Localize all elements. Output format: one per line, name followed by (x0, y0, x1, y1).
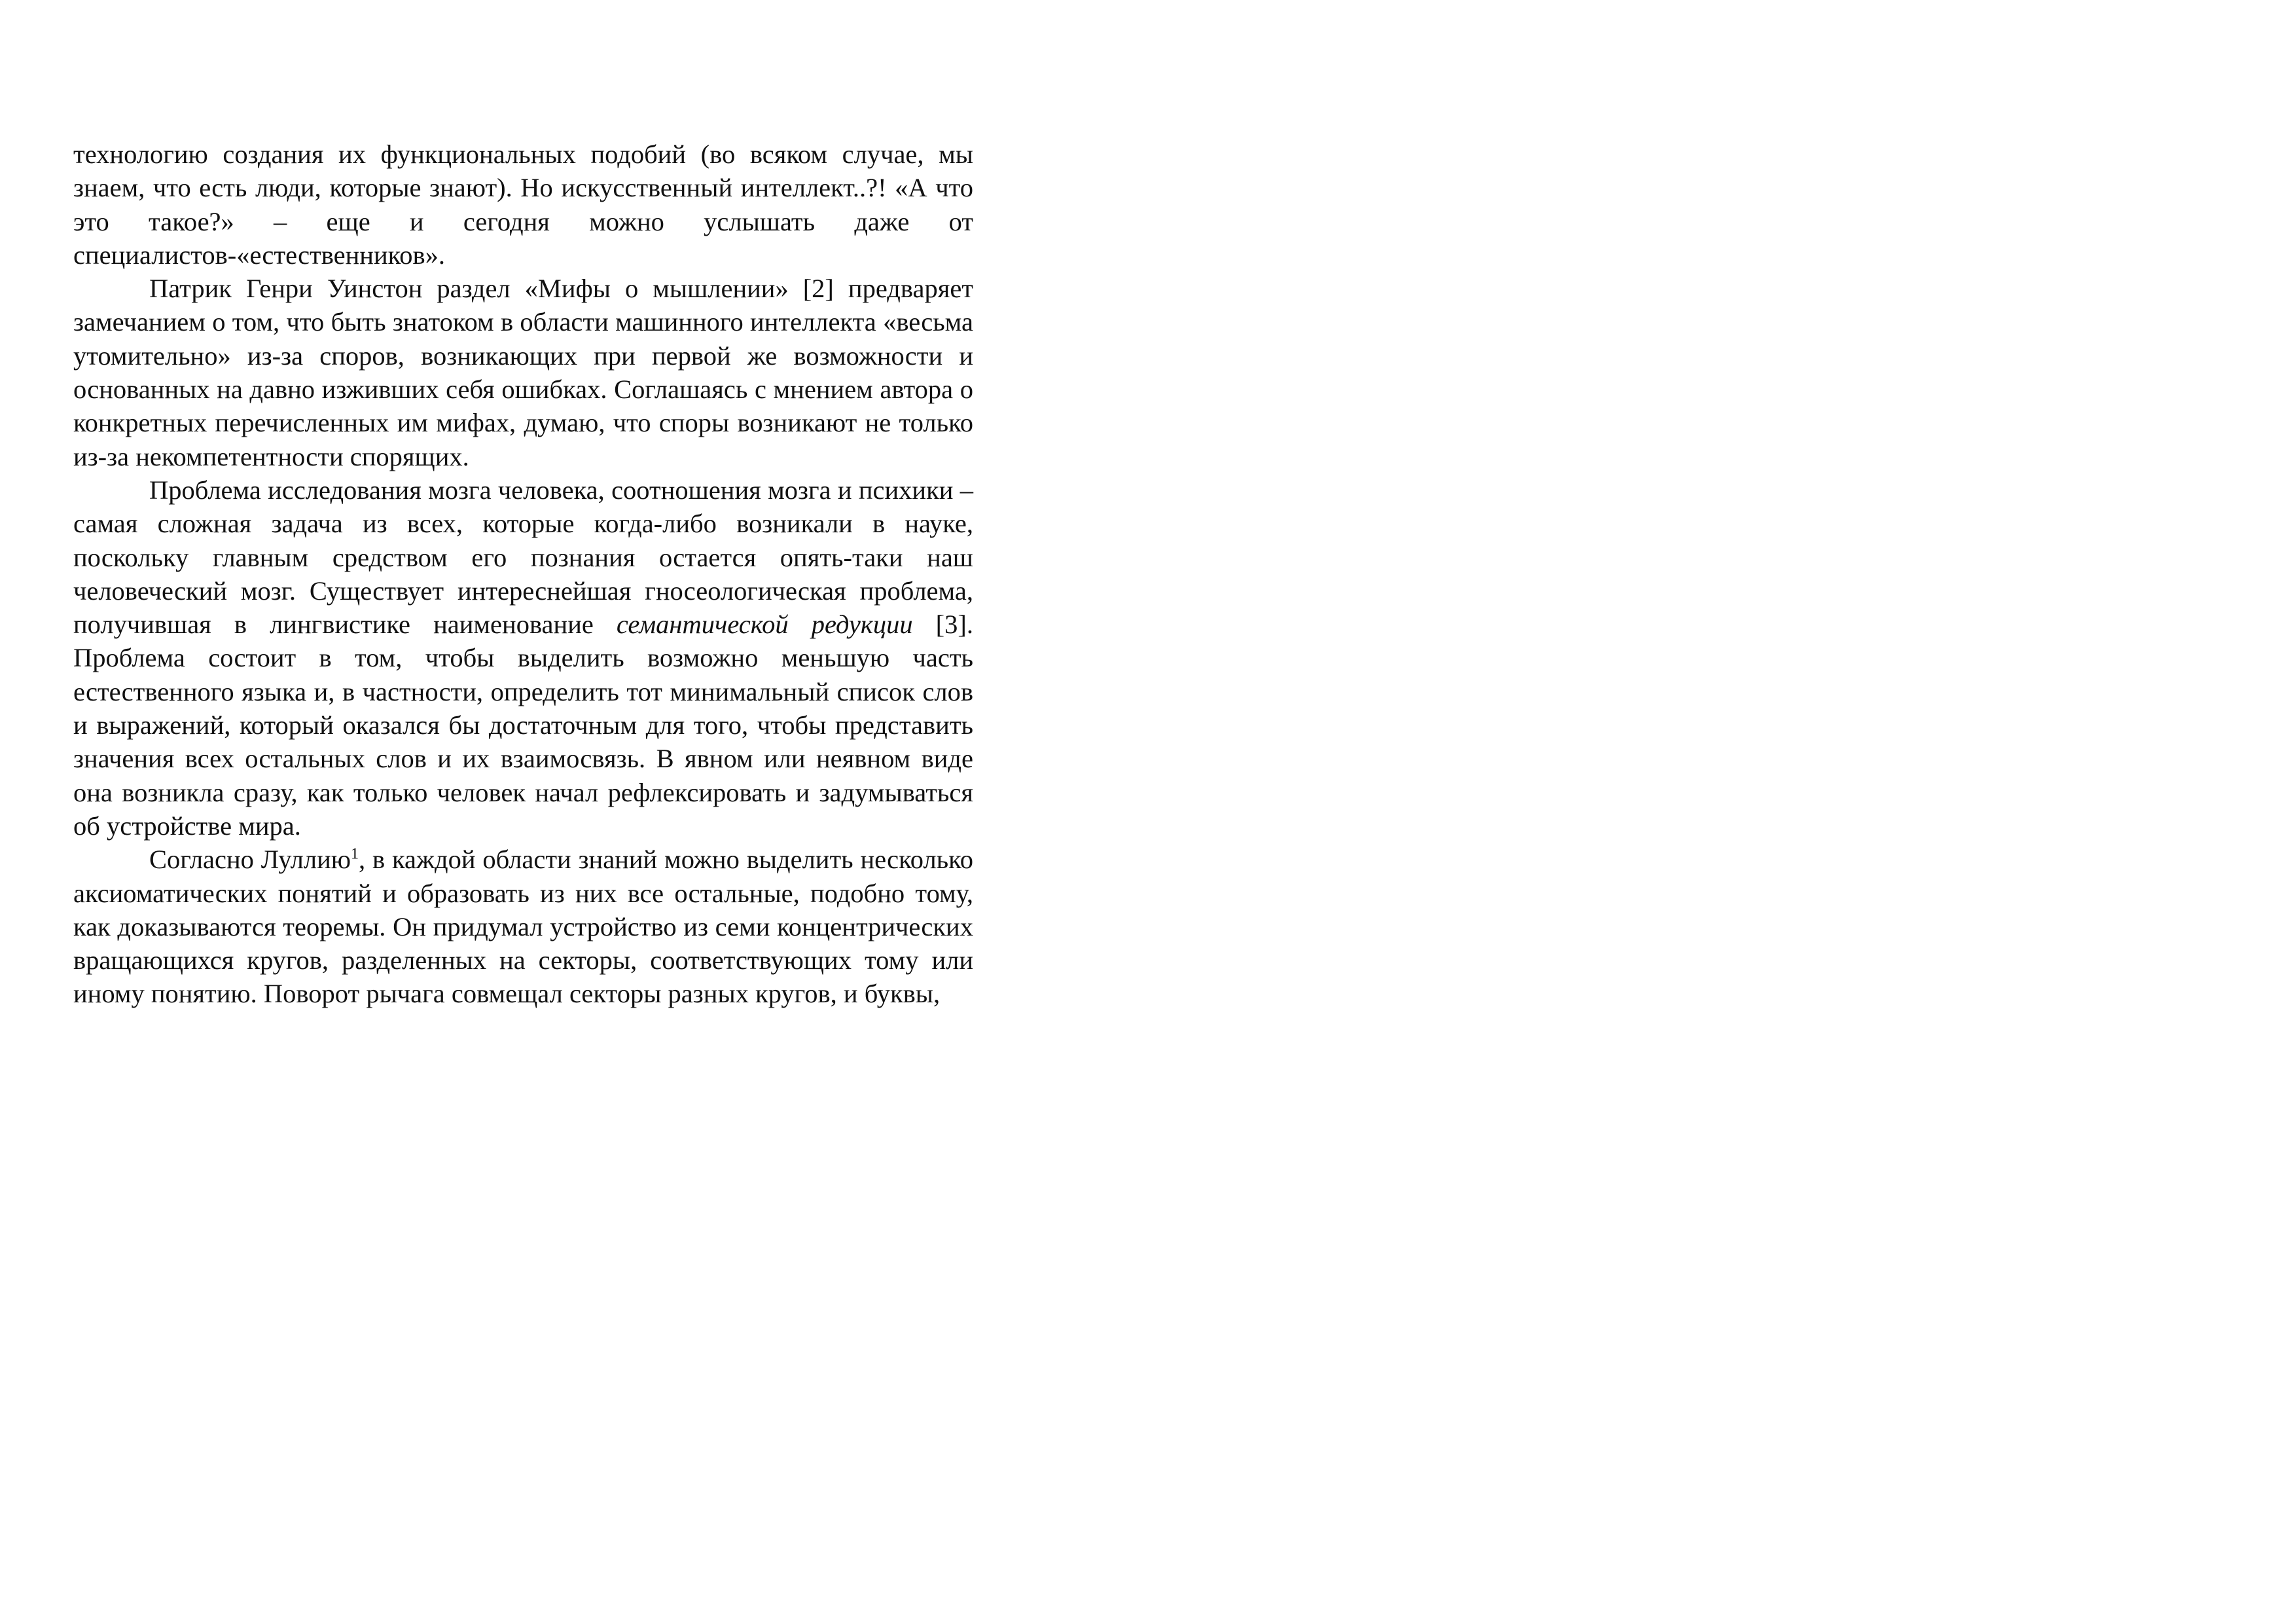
left-page (73, 137, 973, 1011)
p4-text-after: , в каждой области знаний можно выделить несколько аксиоматических понятий и образовать из них все остальные, подобно тому, как доказываются теоремы. Он придумал устройство из семи концентрических вращающихся кругов, разделенных на секторы, соответствующих тому или иному понятию. Поворот рычага совмещал секторы разных кругов, и буквы, (73, 845, 973, 1009)
left-paragraph-3 (73, 473, 973, 843)
left-paragraph-4 (73, 843, 973, 1010)
p3-text-after: [3]. Проблема состоит в том, чтобы выделить возможно меньшую часть естественного языка и, в частности, определить тот минимальный список слов и выражений, который оказался бы достаточным для того, чтобы представить значения всех остальных слов и их взаимосвязь. В явном или неявном виде она возникла сразу, как только человек начал рефлексировать и задумываться об устройстве мира. (73, 610, 973, 841)
p4-text-before: Согласно Луллию (149, 845, 351, 875)
semantic-reduction-term: семантической редукции (616, 610, 913, 640)
left-paragraph-1: технологию создания их функциональных подобий (во всяком случае, мы знаем, что есть люди, которые знают). Но искусственный интеллект..?! «А что это такое?» – еще и сегодня можно услышать даже от специалистов-«естественников». (73, 139, 973, 270)
left-paragraph-2: Патрик Генри Уинстон раздел «Мифы о мышлении» [2] предваряет замечанием о том, что быть знатоком в области машинного интеллекта «весьма утомительно» из-за споров, возникающих при первой же возможности и основанных на давно изживших себя ошибках. Соглашаясь с мнением автора о конкретных перечисленных им мифах, думаю, что споры возникают не только из-за некомпетентности спорящих. (73, 274, 973, 471)
p3-text-before: Проблема исследования мозга человека, соотношения мозга и психики – самая сложная задача из всех, которые когда-либо возникали в науке, поскольку главным средством его познания остается опять-таки наш человеческий мозг. Существует интереснейшая гносеологическая проблема, получившая в лингвистике наименование (73, 475, 973, 640)
footnote-ref-1[interactable]: 1 (351, 845, 359, 863)
